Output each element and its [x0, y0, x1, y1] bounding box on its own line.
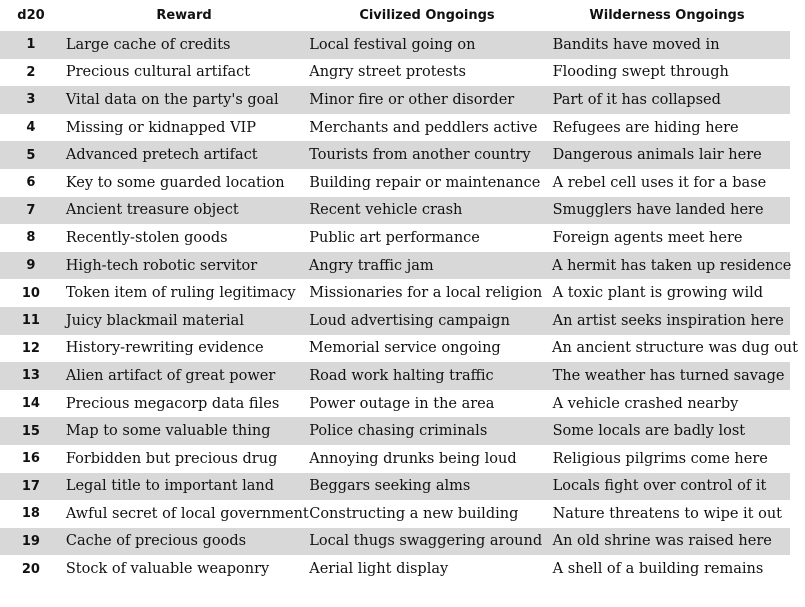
reward-cell: Advanced pretech artifact — [65, 147, 258, 164]
table-row — [0, 445, 790, 473]
reward-cell: Vital data on the party's goal — [65, 91, 279, 108]
table-header — [0, 0, 790, 31]
civilized-cell: Recent vehicle crash — [309, 202, 463, 219]
civilized-cell: Aerial light display — [309, 561, 449, 578]
reward-cell: Map to some valuable thing — [65, 423, 271, 440]
wilderness-cell: Dangerous animals lair here — [552, 147, 762, 164]
table-row — [0, 307, 790, 335]
civilized-cell: Memorial service ongoing — [308, 340, 501, 357]
row-number: 10 — [21, 285, 40, 301]
reward-cell: Legal title to important land — [65, 478, 274, 495]
row-number: 12 — [21, 340, 40, 356]
wilderness-cell: A toxic plant is growing wild — [552, 285, 764, 302]
reward-cell: Juicy blackmail material — [65, 312, 244, 329]
civilized-cell: Constructing a new building — [309, 505, 519, 522]
header-wilderness: Wilderness Ongoings — [589, 8, 745, 23]
wilderness-cell: A vehicle crashed nearby — [552, 395, 739, 412]
civilized-cell: Annoying drunks being loud — [309, 450, 517, 467]
row-number: 11 — [21, 313, 40, 329]
wilderness-cell: Part of it has collapsed — [552, 91, 721, 108]
table-row — [0, 335, 798, 363]
row-number: 13 — [21, 368, 40, 384]
reward-cell: Forbidden but precious drug — [65, 450, 278, 467]
reward-cell: Large cache of credits — [65, 36, 231, 53]
wilderness-cell: A shell of a building remains — [552, 561, 764, 578]
wilderness-cell: An artist seeks inspiration here — [552, 312, 784, 329]
table-body — [0, 31, 798, 583]
table-row — [0, 473, 790, 501]
civilized-cell: Angry traffic jam — [308, 257, 434, 274]
row-number: 17 — [21, 478, 40, 494]
table-row — [0, 114, 790, 142]
wilderness-cell: Foreign agents meet here — [552, 229, 743, 246]
reward-cell: Ancient treasure object — [65, 202, 239, 219]
civilized-cell: Tourists from another country — [309, 147, 531, 164]
table-row — [0, 390, 790, 418]
wilderness-cell: Bandits have moved in — [552, 36, 720, 53]
wilderness-cell: Refugees are hiding here — [552, 119, 739, 136]
civilized-cell: Beggars seeking alms — [309, 478, 471, 495]
table-row — [0, 31, 790, 59]
row-number: 4 — [26, 120, 36, 136]
reward-cell: Stock of valuable weaponry — [65, 561, 270, 578]
civilized-cell: Local festival going on — [309, 36, 476, 53]
civilized-cell: Road work halting traffic — [309, 367, 494, 384]
wilderness-cell: A rebel cell uses it for a base — [552, 174, 767, 191]
table-row — [0, 528, 790, 556]
civilized-cell: Power outage in the area — [309, 395, 495, 412]
row-number: 5 — [26, 147, 36, 163]
header-civilized: Civilized Ongoings — [359, 8, 495, 23]
table-row — [0, 141, 790, 169]
reward-cell: Key to some guarded location — [65, 174, 285, 191]
civilized-cell: Merchants and peddlers active — [309, 119, 538, 136]
reward-cell: Token item of ruling legitimacy — [65, 285, 296, 302]
civilized-cell: Loud advertising campaign — [309, 312, 510, 329]
table-row — [0, 279, 790, 307]
row-number: 3 — [26, 92, 36, 108]
table-row — [0, 59, 790, 87]
reward-cell: Alien artifact of great power — [65, 367, 276, 384]
civilized-cell: Building repair or maintenance — [309, 174, 541, 191]
wilderness-cell: Locals fight over control of it — [552, 478, 767, 495]
wilderness-cell: Nature threatens to wipe it out — [552, 505, 783, 522]
table-row — [0, 555, 790, 583]
reward-cell: Awful secret of local government — [65, 505, 309, 522]
row-number: 6 — [26, 175, 36, 191]
reward-cell: History-rewriting evidence — [65, 340, 264, 357]
row-number: 1 — [26, 37, 36, 53]
row-number: 14 — [21, 396, 40, 412]
row-number: 9 — [26, 258, 36, 274]
civilized-cell: Public art performance — [309, 229, 480, 246]
civilized-cell: Minor fire or other disorder — [309, 91, 515, 108]
wilderness-cell: The weather has turned savage — [552, 367, 785, 384]
civilized-cell: Angry street protests — [309, 64, 466, 81]
wilderness-cell: Flooding swept through — [552, 64, 729, 81]
reward-cell: Missing or kidnapped VIP — [65, 119, 257, 136]
row-number: 20 — [21, 561, 40, 577]
reward-cell: Recently-stolen goods — [65, 229, 228, 246]
header-reward: Reward — [156, 8, 212, 23]
wilderness-cell: Smugglers have landed here — [552, 202, 764, 219]
row-number: 16 — [21, 451, 40, 467]
table-row — [0, 362, 790, 390]
civilized-cell: Local thugs swaggering around — [309, 533, 543, 550]
row-number: 8 — [26, 230, 36, 246]
table-row — [0, 197, 790, 225]
reward-cell: Cache of precious goods — [65, 533, 247, 550]
row-number: 15 — [21, 423, 40, 439]
table-row — [0, 500, 790, 528]
reward-cell: Precious cultural artifact — [65, 64, 251, 81]
table-row — [0, 86, 790, 114]
table-row — [0, 224, 790, 252]
wilderness-cell: A hermit has taken up residence — [552, 257, 792, 274]
row-number: 2 — [26, 64, 36, 80]
civilized-cell: Missionaries for a local religion — [309, 285, 543, 302]
wilderness-cell: An old shrine was raised here — [552, 533, 772, 550]
civilized-cell: Police chasing criminals — [309, 423, 488, 440]
table-row — [0, 252, 790, 280]
row-number: 18 — [21, 506, 40, 522]
reward-cell: Precious megacorp data files — [65, 395, 280, 412]
table-row — [0, 417, 790, 445]
wilderness-cell: Some locals are badly lost — [552, 423, 746, 440]
wilderness-cell: An ancient structure was dug out — [552, 340, 798, 357]
header-die: d20 — [17, 8, 45, 23]
row-number: 7 — [26, 202, 36, 218]
table-row — [0, 169, 790, 197]
row-number: 19 — [21, 533, 40, 549]
reward-cell: High-tech robotic servitor — [65, 257, 258, 274]
wilderness-cell: Religious pilgrims come here — [552, 450, 768, 467]
